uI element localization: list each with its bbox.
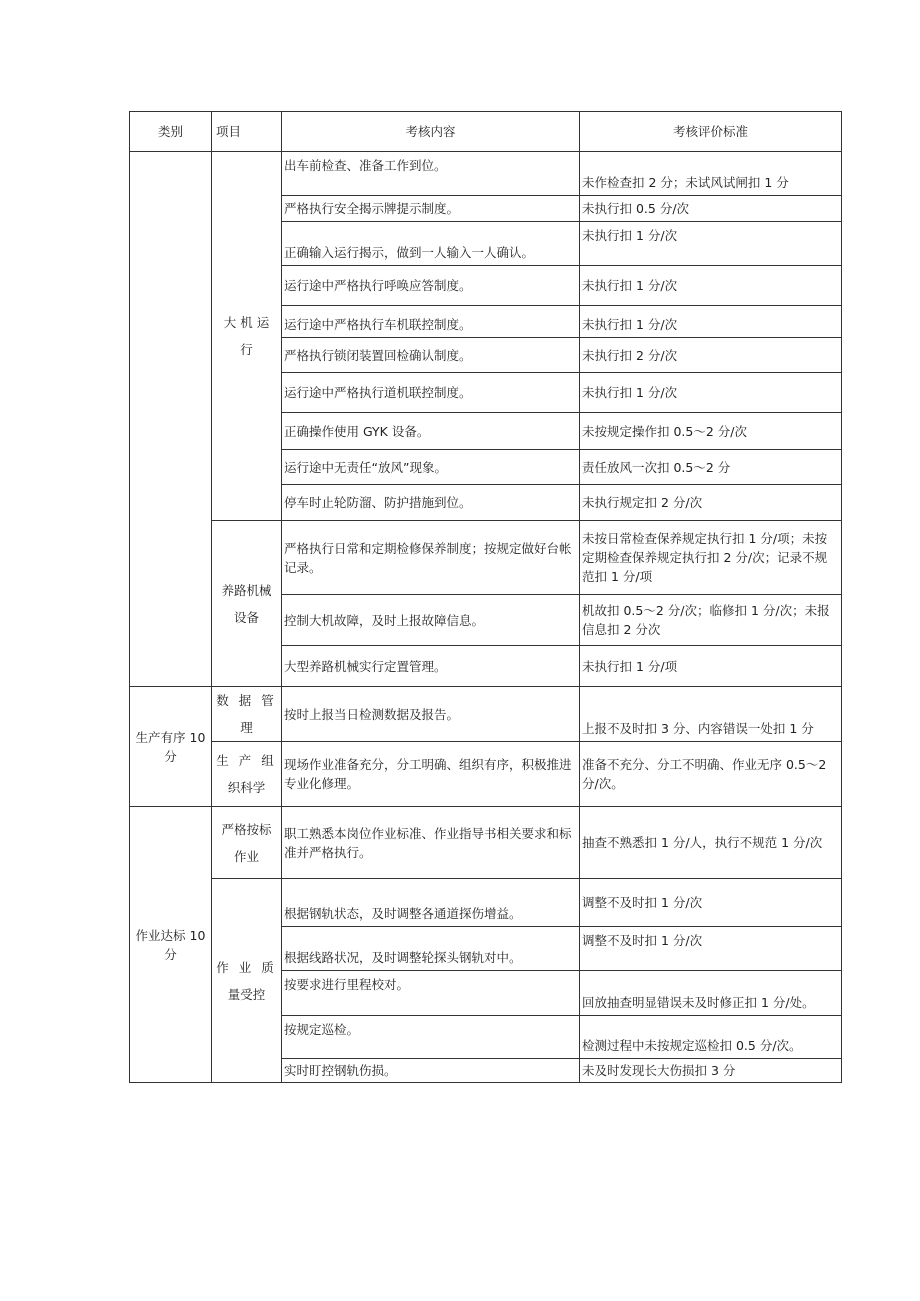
header-category: 类别 [130, 112, 212, 152]
standard-cell: 检测过程中未按规定巡检扣 0.5 分/次。 [580, 1016, 842, 1059]
content-cell: 严格执行锁闭装置回检确认制度。 [282, 338, 580, 373]
standard-cell: 机故扣 0.5～2 分/次；临修扣 1 分/次；未报信息扣 2 分次 [580, 595, 842, 646]
content-cell: 停车时止轮防溜、防护措施到位。 [282, 485, 580, 521]
content-cell: 实时盯控钢轨伤损。 [282, 1059, 580, 1083]
content-cell: 出车前检查、准备工作到位。 [282, 152, 580, 196]
table-row [130, 742, 842, 807]
item-name-line1: 大 机 运 [223, 315, 270, 330]
item-name-line1: 生 产 组 [216, 753, 277, 768]
content-cell: 按时上报当日检测数据及报告。 [282, 687, 580, 742]
table-row [130, 152, 842, 196]
content-cell: 严格执行安全揭示牌提示制度。 [282, 196, 580, 222]
item-cell [212, 687, 282, 742]
header-standard: 考核评价标准 [580, 112, 842, 152]
standard-cell: 责任放风一次扣 0.5～2 分 [580, 450, 842, 485]
item-name-line2: 作业 [233, 848, 259, 864]
content-cell: 运行途中严格执行车机联控制度。 [282, 306, 580, 338]
table-row [130, 879, 842, 927]
content-cell: 运行途中无责任“放风”现象。 [282, 450, 580, 485]
standard-cell: 调整不及时扣 1 分/次 [580, 927, 842, 971]
item-name-line1: 数 据 管 [216, 693, 277, 708]
item-cell [212, 152, 282, 521]
item-name-line1: 严格按标 [221, 821, 272, 837]
standard-cell: 未执行扣 0.5 分/次 [580, 196, 842, 222]
item-cell [212, 742, 282, 807]
item-cell [212, 807, 282, 879]
item-name-line2: 量受控 [227, 986, 266, 1002]
standard-cell: 未执行规定扣 2 分/次 [580, 485, 842, 521]
standard-cell: 上报不及时扣 3 分、内容错误一处扣 1 分 [580, 687, 842, 742]
standard-cell: 未执行扣 1 分/次 [580, 222, 842, 266]
standard-cell: 调整不及时扣 1 分/次 [580, 879, 842, 927]
item-name-line1: 养路机械 [221, 582, 272, 598]
standard-cell: 未执行扣 2 分/次 [580, 338, 842, 373]
standard-cell: 抽查不熟悉扣 1 分/人，执行不规范 1 分/次 [580, 807, 842, 879]
content-cell: 运行途中严格执行道机联控制度。 [282, 373, 580, 413]
table-row [130, 807, 842, 879]
item-cell [212, 879, 282, 1083]
standard-cell: 未及时发现长大伤损扣 3 分 [580, 1059, 842, 1083]
item-name-line2: 织科学 [227, 780, 266, 795]
standard-cell: 未按规定操作扣 0.5～2 分/次 [580, 413, 842, 450]
content-cell: 职工熟悉本岗位作业标准、作业指导书相关要求和标准并严格执行。 [282, 807, 580, 879]
table-row [130, 521, 842, 595]
table-row [130, 687, 842, 742]
content-cell: 根据钢轨状态，及时调整各通道探伤增益。 [282, 879, 580, 927]
content-cell: 根据线路状况，及时调整轮探头钢轨对中。 [282, 927, 580, 971]
standard-cell: 未执行扣 1 分/次 [580, 373, 842, 413]
content-cell: 按规定巡检。 [282, 1016, 580, 1059]
table-header-row [130, 112, 842, 152]
header-item: 项目 [212, 112, 282, 152]
content-cell: 正确操作使用 GYK 设备。 [282, 413, 580, 450]
item-name-line1: 作 业 质 [216, 959, 277, 975]
standard-cell: 未作检查扣 2 分；未试风试闸扣 1 分 [580, 152, 842, 196]
standard-cell: 回放抽查明显错误未及时修正扣 1 分/处。 [580, 971, 842, 1016]
standard-cell: 未按日常检查保养规定执行扣 1 分/项；未按定期检查保养规定执行扣 2 分/次；记录不规范扣 1 分/项 [580, 521, 842, 595]
standard-cell: 未执行扣 1 分/项 [580, 646, 842, 687]
assessment-table [129, 111, 842, 1083]
content-cell: 按要求进行里程校对。 [282, 971, 580, 1016]
item-cell [212, 521, 282, 687]
content-cell: 正确输入运行揭示，做到一人输入一人确认。 [282, 222, 580, 266]
item-name-line2: 行 [240, 342, 253, 357]
category-cell: 作业达标 10 分 [130, 807, 212, 1083]
item-name-line2: 理 [240, 720, 253, 735]
category-cell [130, 152, 212, 687]
content-cell: 严格执行日常和定期检修保养制度；按规定做好台帐记录。 [282, 521, 580, 595]
content-cell: 现场作业准备充分，分工明确、组织有序，积极推进专业化修理。 [282, 742, 580, 807]
standard-cell: 未执行扣 1 分/次 [580, 306, 842, 338]
content-cell: 控制大机故障，及时上报故障信息。 [282, 595, 580, 646]
content-cell: 运行途中严格执行呼唤应答制度。 [282, 266, 580, 306]
content-cell: 大型养路机械实行定置管理。 [282, 646, 580, 687]
category-cell: 生产有序 10 分 [130, 687, 212, 807]
item-name-line2: 设备 [233, 609, 259, 625]
standard-cell: 准备不充分、分工不明确、作业无序 0.5～2 分/次。 [580, 742, 842, 807]
standard-cell: 未执行扣 1 分/次 [580, 266, 842, 306]
header-content: 考核内容 [282, 112, 580, 152]
